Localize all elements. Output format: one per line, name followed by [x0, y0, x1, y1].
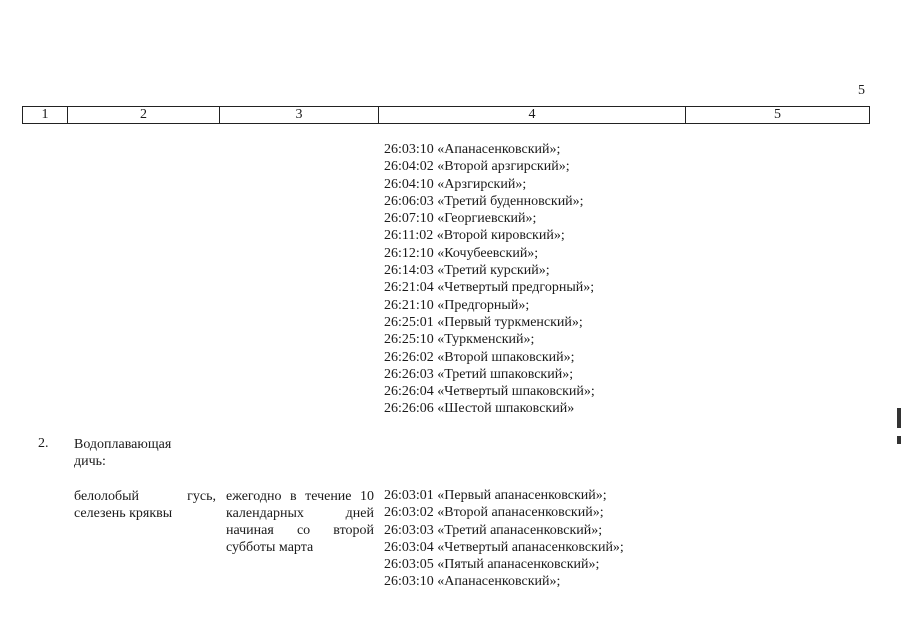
game-category: Водоплавающая дичь: [74, 437, 172, 469]
list-item: 26:26:06 «Шестой шпаковский» [384, 401, 575, 417]
column-number-4: 4 [379, 107, 686, 124]
list-item: 26:04:10 «Арзгирский»; [384, 176, 527, 192]
list-item: 26:06:03 «Третий буденновский»; [384, 193, 584, 209]
page-number: 5 [858, 83, 865, 98]
list-item: 26:03:01 «Первый апанасенковский»; [384, 488, 607, 503]
scan-edge-mark [897, 436, 901, 444]
list-item: 26:03:04 «Четвертый апанасенковский»; [384, 539, 624, 555]
list-item: 26:26:02 «Второй шпаковский»; [384, 349, 575, 365]
list-item: 26:26:04 «Четвертый шпаковский»; [384, 384, 595, 400]
list-item: 26:11:02 «Второй кировский»; [384, 228, 565, 244]
table-header-row [22, 106, 870, 124]
hunting-period: ежегодно в течение 10 календарных дней начиная со второй субботы марта [226, 489, 374, 555]
list-item: 26:21:10 «Предгорный»; [384, 297, 530, 313]
list-item: 26:03:02 «Второй апанасенковский»; [384, 505, 604, 521]
species-description: белолобый гусь, селезень кряквы [74, 489, 216, 521]
column-number-3: 3 [220, 107, 379, 124]
list-item: 26:04:02 «Второй арзгирский»; [384, 159, 570, 175]
column-number-1: 1 [23, 107, 68, 124]
column-number-2: 2 [68, 107, 220, 124]
continued-area-list [384, 141, 595, 418]
scan-edge-mark [897, 408, 901, 428]
column-number-5: 5 [686, 107, 870, 124]
list-item: 26:03:10 «Апанасенковский»; [384, 142, 561, 157]
list-item: 26:03:03 «Третий апанасенковский»; [384, 522, 603, 538]
list-item: 26:12:10 «Кочубеевский»; [384, 245, 539, 261]
list-item: 26:03:10 «Апанасенковский»; [384, 574, 561, 590]
list-item: 26:03:05 «Пятый апанасенковский»; [384, 557, 600, 573]
list-item: 26:21:04 «Четвертый предгорный»; [384, 280, 595, 296]
list-item: 26:25:10 «Туркменский»; [384, 332, 535, 348]
list-item: 26:26:03 «Третий шпаковский»; [384, 366, 574, 382]
list-item: 26:14:03 «Третий курский»; [384, 263, 550, 279]
list-item: 26:07:10 «Георгиевский»; [384, 211, 537, 227]
list-item: 26:25:01 «Первый туркменский»; [384, 314, 583, 330]
section-number: 2. [38, 436, 49, 451]
section-area-list [384, 487, 624, 591]
